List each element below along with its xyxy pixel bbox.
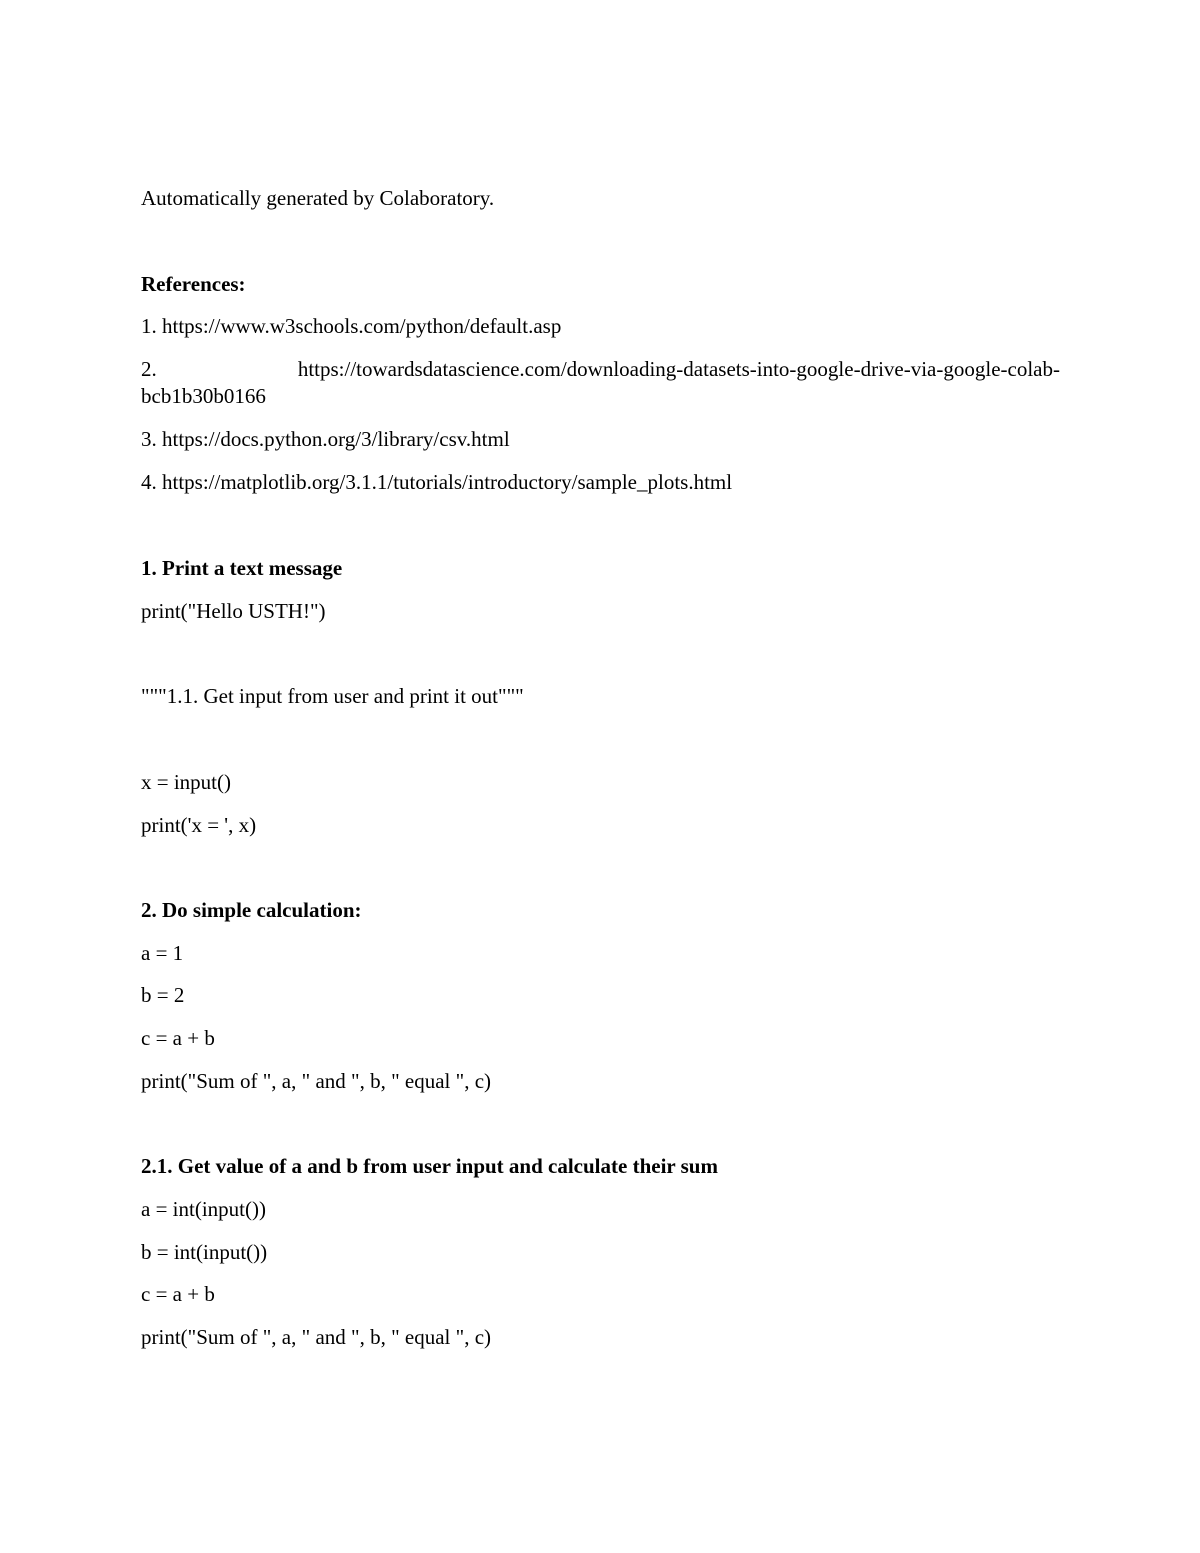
reference-number: 2. (141, 357, 157, 381)
reference-link[interactable]: https://towardsdatascience.com/downloading-datasets-into-google-drive-via-google-colab- (297, 357, 1060, 381)
section-2-heading: 2. Do simple calculation: (141, 898, 362, 922)
docstring-line: """1.1. Get input from user and print it out""" (141, 684, 524, 708)
code-line: c = a + b (141, 1026, 215, 1050)
code-line: a = 1 (141, 941, 184, 965)
code-line: print("Sum of ", a, " and ", b, " equal ", c) (141, 1325, 492, 1349)
reference-item-1 (141, 313, 561, 339)
reference-number: 4. (141, 470, 157, 494)
section-2-1-heading: 2.1. Get value of a and b from user input and calculate their sum (141, 1154, 718, 1178)
code-line: x = input() (141, 770, 231, 794)
section-1-heading: 1. Print a text message (141, 556, 343, 580)
code-line: b = int(input()) (141, 1240, 268, 1264)
reference-item-3 (141, 426, 510, 452)
code-line: b = 2 (141, 983, 185, 1007)
reference-item-4 (141, 469, 732, 495)
reference-item-2 (141, 356, 1060, 382)
reference-link[interactable]: https://matplotlib.org/3.1.1/tutorials/introductory/sample_plots.html (162, 470, 733, 494)
reference-number: 1. (141, 314, 157, 338)
code-line: print("Hello USTH!") (141, 599, 326, 623)
generated-note: Automatically generated by Colaboratory. (141, 186, 495, 210)
code-line: print('x = ', x) (141, 813, 257, 837)
code-line: c = a + b (141, 1282, 215, 1306)
references-heading: References: (141, 272, 246, 296)
reference-link-continuation[interactable]: bcb1b30b0166 (141, 384, 266, 408)
reference-link[interactable]: https://www.w3schools.com/python/default.asp (162, 314, 562, 338)
reference-number: 3. (141, 427, 157, 451)
reference-link[interactable]: https://docs.python.org/3/library/csv.html (162, 427, 510, 451)
code-line: a = int(input()) (141, 1197, 266, 1221)
code-line: print("Sum of ", a, " and ", b, " equal ", c) (141, 1069, 492, 1093)
